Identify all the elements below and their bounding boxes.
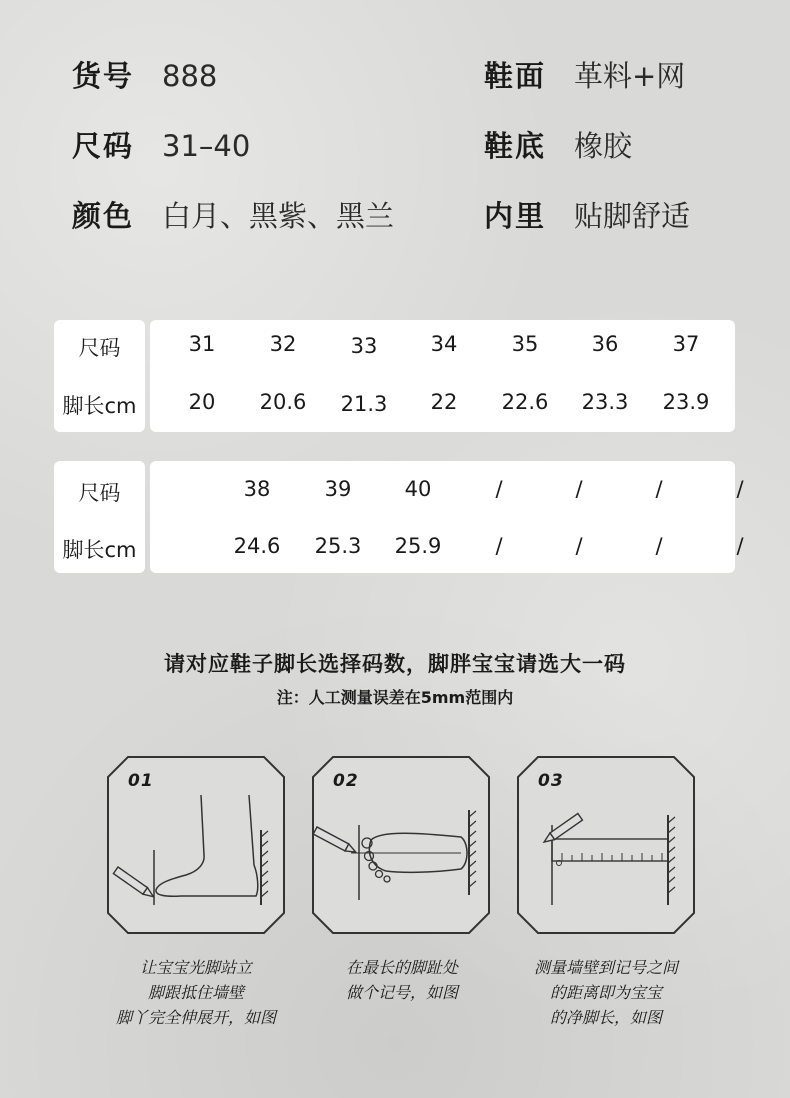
length-cell: / [575,534,583,558]
step-3-illustration [516,755,696,935]
size-cell: 31 [188,332,216,356]
size-row-label: 尺码 [78,481,121,505]
size-cell: / [736,477,744,501]
size-chart-table-1 [54,320,735,432]
caption-line: 测量墙壁到记号之间 [533,958,678,977]
size-cell: 38 [243,477,271,501]
length-cell: 24.6 [233,534,281,558]
length-cell: 20.6 [259,390,307,414]
length-row-label: 脚长cm [62,538,137,562]
caption-line: 在最长的脚趾处 [345,958,458,977]
size-selection-headline: 请对应鞋子脚长选择码数，脚胖宝宝请选大一码 [164,652,626,676]
length-cell: 25.3 [314,534,362,558]
step-2-illustration [311,755,491,935]
length-cell: 22.6 [501,390,549,414]
spec-label: 鞋底 [484,129,547,163]
size-cell: / [575,477,583,501]
step-number: 01 [128,771,154,791]
step-number: 03 [538,771,564,791]
caption-line: 的净脚长，如图 [549,1008,662,1027]
spec-value: 31–40 [162,129,251,163]
length-cell: 25.9 [394,534,442,558]
length-cell: 23.3 [581,390,629,414]
measurement-error-note: 注：人工测量误差在5mm范围内 [276,688,514,707]
size-cell: 35 [511,332,539,356]
spec-value: 革料+网 [574,59,686,93]
step-1-illustration [106,755,286,935]
size-cell: / [495,477,503,501]
size-cell: 33 [350,334,378,358]
length-cell: 23.9 [662,390,710,414]
caption-line: 让宝宝光脚站立 [139,958,252,977]
spec-label: 尺码 [72,129,135,163]
step-2-caption [302,955,502,1005]
caption-line: 脚跟抵住墙壁 [147,983,244,1002]
size-chart-table-2 [54,461,744,573]
caption-line: 的距离即为宝宝 [549,983,662,1002]
spec-label: 颜色 [72,199,135,233]
length-cell: / [736,534,744,558]
spec-value: 888 [162,59,218,93]
length-cell: / [495,534,503,558]
length-cell: 20 [188,390,216,414]
spec-label: 内里 [484,199,547,233]
size-cell: 40 [404,477,432,501]
length-cell: 21.3 [340,392,388,416]
size-cell: / [655,477,663,501]
values-panel [150,461,744,573]
spec-value: 贴脚舒适 [574,199,691,233]
caption-line: 做个记号，如图 [345,983,458,1002]
spec-value: 橡胶 [574,129,633,163]
length-cell: / [655,534,663,558]
step-number: 02 [333,771,359,791]
spec-label: 货号 [72,59,135,93]
row-label-column [54,461,145,573]
step-3-caption [506,955,706,1030]
size-cell: 36 [591,332,619,356]
length-cell: 22 [430,390,458,414]
spec-label: 鞋面 [484,59,547,93]
values-panel [150,320,735,432]
length-row-label: 脚长cm [62,394,137,418]
row-label-column [54,320,145,432]
size-cell: 37 [672,332,700,356]
spec-value: 白月、黑紫、黑兰 [162,199,395,233]
size-cell: 34 [430,332,458,356]
product-specs [0,0,790,260]
size-row-label: 尺码 [78,336,121,360]
step-1-caption [96,955,296,1030]
size-cell: 32 [269,332,297,356]
size-cell: 39 [324,477,352,501]
caption-line: 脚丫完全伸展开，如图 [115,1008,276,1027]
